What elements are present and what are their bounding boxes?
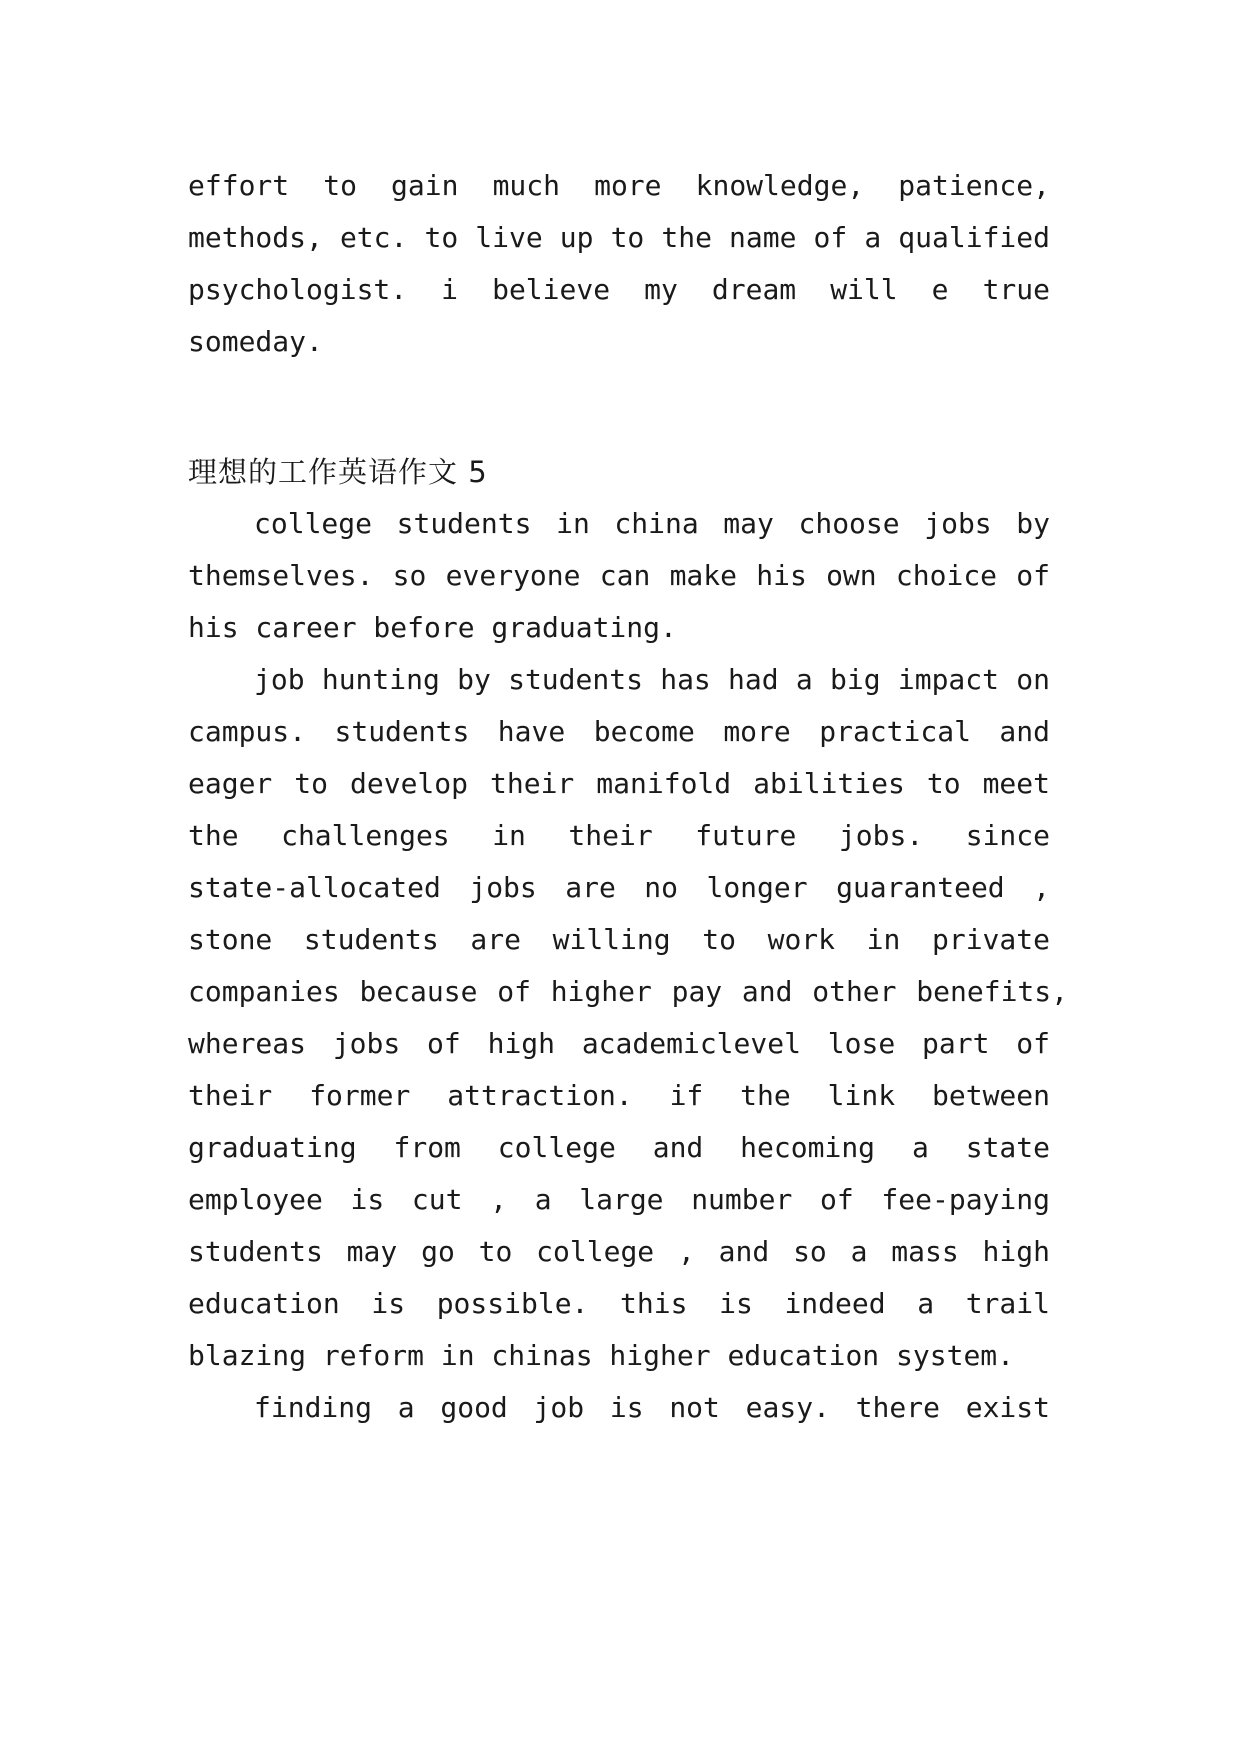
text-line: their former attraction. if the link between bbox=[188, 1079, 1050, 1112]
text-line: job hunting by students has had a big impact on bbox=[254, 663, 1050, 696]
text-line: his career before graduating. bbox=[188, 611, 677, 644]
text-line: companies because of higher pay and other benefits, bbox=[188, 975, 1068, 1008]
text-line: education is possible. this is indeed a trail bbox=[188, 1287, 1050, 1320]
text-line: graduating from college and hecoming a state bbox=[188, 1131, 1050, 1164]
text-line: college students in china may choose jobs by bbox=[254, 507, 1050, 540]
text-line: state-allocated jobs are no longer guaranteed , bbox=[188, 871, 1050, 904]
text-line: finding a good job is not easy. there exist bbox=[254, 1391, 1050, 1424]
text-line: themselves. so everyone can make his own choice of bbox=[188, 559, 1050, 592]
text-line: whereas jobs of high academiclevel lose part of bbox=[188, 1027, 1050, 1060]
text-line: campus. students have become more practical and bbox=[188, 715, 1050, 748]
text-line: stone students are willing to work in private bbox=[188, 923, 1050, 956]
text-line: students may go to college , and so a mass high bbox=[188, 1235, 1050, 1268]
text-line: blazing reform in chinas higher education system. bbox=[188, 1339, 1015, 1372]
text-line: the challenges in their future jobs. since bbox=[188, 819, 1050, 852]
text-line: psychologist. i believe my dream will e true bbox=[188, 273, 1050, 306]
text-line: effort to gain much more knowledge, patience, bbox=[188, 169, 1050, 202]
text-line: eager to develop their manifold abilities to meet bbox=[188, 767, 1050, 800]
section-heading: 理想的工作英语作文 5 bbox=[188, 455, 488, 489]
text-line: methods, etc. to live up to the name of a qualified bbox=[188, 221, 1050, 254]
text-line: someday. bbox=[188, 325, 323, 358]
text-line: employee is cut , a large number of fee-paying bbox=[188, 1183, 1050, 1216]
